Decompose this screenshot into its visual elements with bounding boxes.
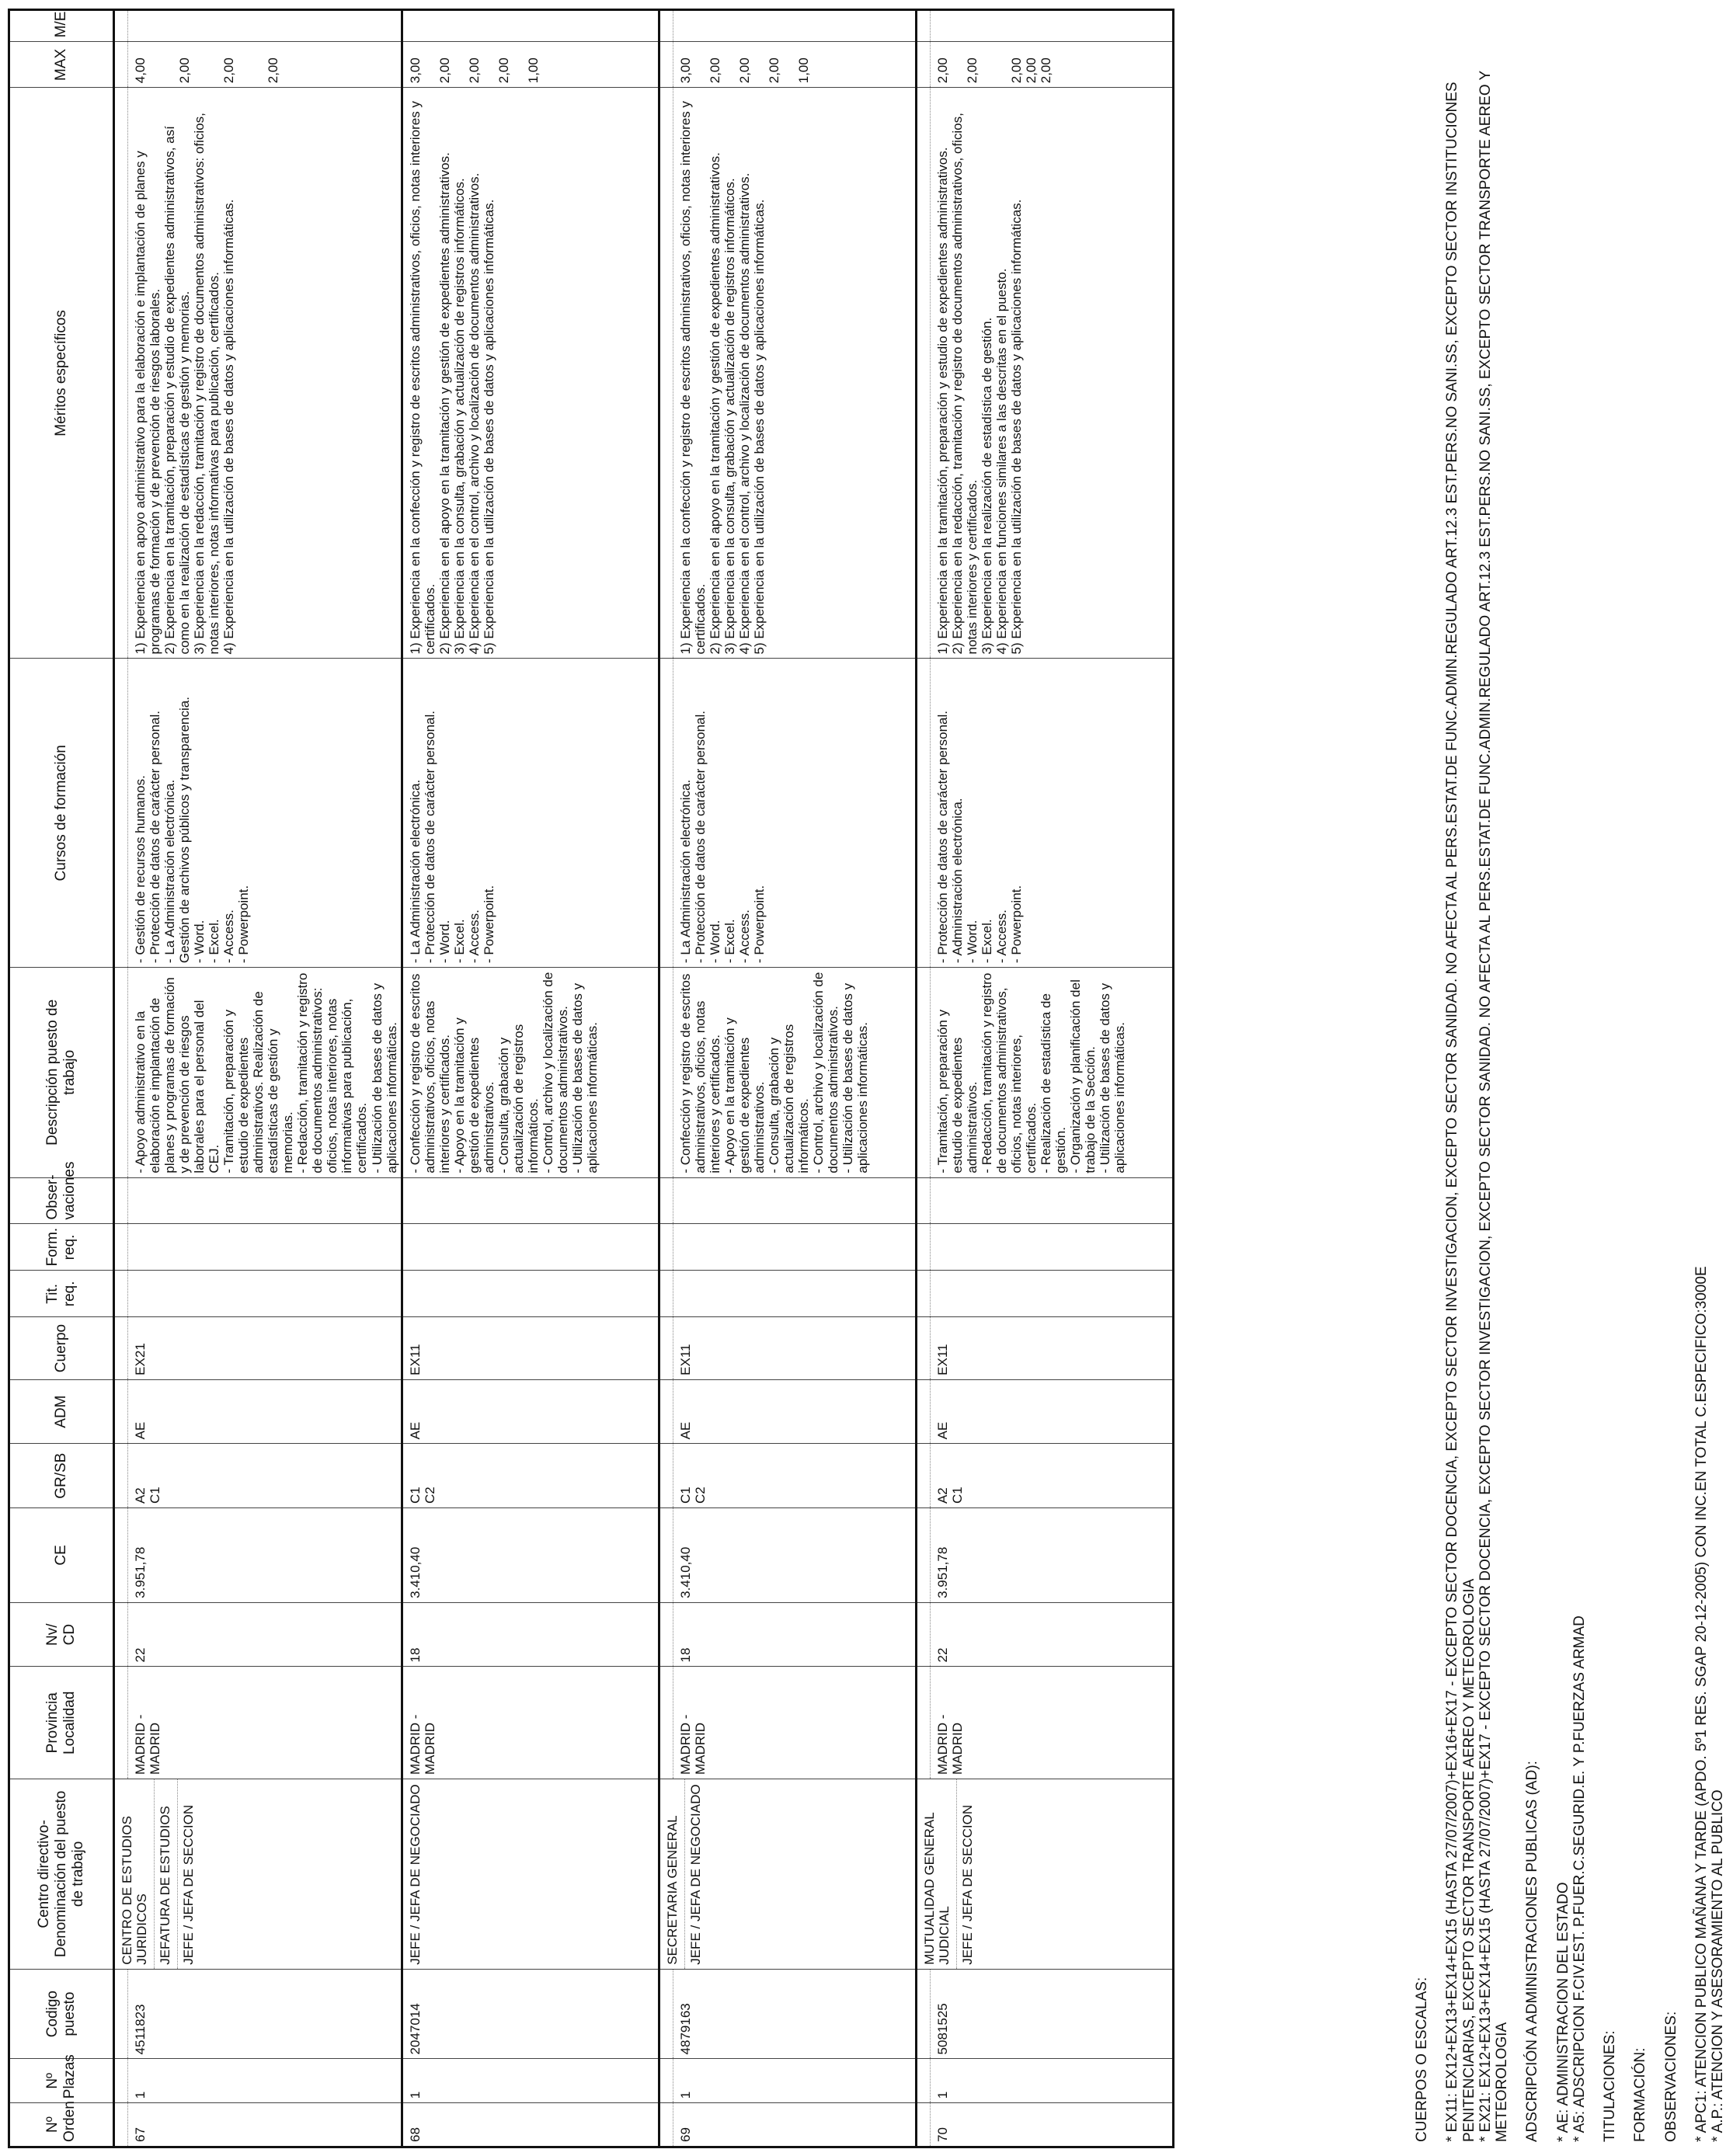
header-provincia: Provincia Localidad [9, 1667, 114, 1779]
meritos-cell: 1) Experiencia en la tramitación, preparación y estudio de expedientes administrativos. 2) Experiencia en la redacción, tramitación y registro de documentos administrativos, oficios, notas interiores y certificados. 3) Experiencia en la realización de estadística de gestión. 4) Experiencia en funciones similares a las descritas en el puesto. 5) Experiencia en la utilización de bases de datos y aplicaciones informáticas. [934, 113, 1024, 655]
footer-notes [1414, 14, 1726, 2142]
observaciones-lines: * APC1: ATENCION PUBLICO MAÑANA Y TARDE (APDO. 5º1 RES. SGAP 20-12-2005) CON INC.EN TOTAL C.ESPECIFICO:3000E * A.P.: ATENCION Y ASESORAMIENTO AL PUBLICO [1693, 1266, 1726, 2142]
ce-cell: 3.410,40 [677, 1546, 693, 1598]
adm-cell: AE [133, 1421, 148, 1440]
orden-cell: 68 [407, 2127, 423, 2142]
cuerpo-cell: EX11 [407, 1344, 423, 1375]
puesto-denominacion: JEFE / JEFA DE NEGOCIADO [687, 1784, 703, 1965]
header-observaciones: Obser- vaciones [9, 1177, 114, 1224]
cursos-cell: - Protección de datos de carácter personal. - Administración electrónica. - Word. - Excel. - Access. - Powerpoint. [934, 710, 1024, 964]
header-descripcion: Descripción puesto de trabajo [9, 968, 114, 1178]
cursos-cell: - La Administración electrónica. - Protección de datos de carácter personal. - Word. - Excel. - Access. - Powerpoint. [407, 710, 496, 964]
puesto-denominacion: JEFE / JEFA DE SECCION [959, 1804, 975, 1965]
nivel-cell: 22 [133, 1647, 148, 1663]
descripcion-cell: - Apoyo administrativo en la elaboración e implantación de planes y programas de formación y de prevención de riesgos laborales para el personal del CEJ. - Tramitación, preparación y estudio de expedientes administrativos. Realización de estadísticas de gestión y memorias. - Redacción, tramitación y registro de documentos administrativos: oficios, notas interiores, notas informativas para publicación, certificados. - Utilización de bases de datos y aplicaciones informáticas. [133, 972, 399, 1174]
adscripcion-lines: * AE: ADMINISTRACION DEL ESTADO * A5: ADSCRIPCION F.CIV.EST. P.FUER.C.SEGURID.E. Y P.FUERZAS ARMAD [1554, 1615, 1588, 2142]
observaciones-title: OBSERVACIONES: [1662, 2011, 1679, 2142]
centro-directivo: MUTUALIDAD GENERAL JUDICIAL [922, 1779, 957, 1969]
provincia-cell: MADRID - MADRID [407, 1714, 437, 1775]
header-max: MAX [9, 42, 114, 88]
header-plazas: Nº Plazas [9, 2059, 114, 2103]
codigo-cell: 2047014 [407, 2003, 423, 2055]
codigo-cell: 4511823 [133, 2004, 148, 2055]
table-row [402, 10, 659, 2147]
provincia-cell: MADRID - MADRID [133, 1714, 163, 1775]
adscripcion-title: ADSCRIPCIÓN A ADMINISTRACIONES PUBLICAS (AD): [1524, 1761, 1541, 2142]
adm-cell: AE [407, 1421, 423, 1440]
table-row [916, 10, 1173, 2147]
ce-cell: 3.951,78 [133, 1546, 148, 1598]
nivel-cell: 22 [934, 1647, 950, 1663]
cuerpo-cell: EX11 [934, 1344, 950, 1375]
header-codigo: Codigo puesto [9, 1969, 114, 2059]
provincia-cell: MADRID - MADRID [677, 1714, 708, 1775]
codigo-cell: 5081525 [934, 2003, 950, 2055]
plazas-cell: 1 [407, 2091, 423, 2099]
table-row [114, 10, 402, 2147]
descripcion-cell: - Tramitación, preparación y estudio de expedientes administrativos. - Redacción, tramitación y registro de documentos administrativos, oficios, notas interiores, certificados. - Realización de estadística de gestión. - Organización y planificación del trabajo de la Sección. - Utilización de bases de datos y aplicaciones informáticas. [934, 972, 1127, 1174]
header-form: Form. req. [9, 1224, 114, 1271]
unidad: JEFATURA DE ESTUDIOS [158, 1779, 178, 1969]
plazas-cell: 1 [133, 2091, 148, 2099]
titulaciones-title: TITULACIONES: [1602, 2030, 1619, 2142]
header-cursos: Cursos de formación [9, 659, 114, 968]
orden-cell: 70 [934, 2127, 950, 2142]
orden-cell: 67 [133, 2127, 148, 2142]
descripcion-cell: - Confección y registro de escritos administrativos, oficios, notas interiores y certificados. - Apoyo en la tramitación y gestión de expedientes administrativos. - Consulta, grabación y actualización de registros informáticos. - Control, archivo y localización de documentos administrativos. - Utilización de bases de datos y aplicaciones informáticas. [407, 972, 600, 1174]
centro-directivo: CENTRO DE ESTUDIOS JURIDICOS [120, 1779, 155, 1969]
cuerpos-title: CUERPOS O ESCALAS: [1414, 1977, 1430, 2142]
ce-cell: 3.951,78 [934, 1546, 950, 1598]
nivel-cell: 18 [677, 1647, 693, 1663]
meritos-cell: 1) Experiencia en la confección y registro de escritos administrativos, oficios, notas interiores y certificados. 2) Experiencia en el apoyo en la tramitación y gestión de expedientes administrativos. 3) Experiencia en la consulta, grabación y actualización de registros informáticos. 4) Experiencia en el control, archivo y localización de documentos administrativos. 5) Experiencia en la utilización de bases de datos y aplicaciones informáticas. [677, 101, 767, 655]
grupo-cell: A2 C1 [133, 1487, 163, 1504]
cuerpo-cell: EX11 [677, 1344, 693, 1375]
descripcion-cell: - Confección y registro de escritos administrativos, oficios, notas interiores y certificados. - Apoyo en la tramitación y gestión de expedientes administrativos. - Consulta, grabación y actualización de registros informáticos. - Control, archivo y localización de documentos administrativos. - Utilización de bases de datos y aplicaciones informáticas. [677, 972, 870, 1174]
positions-table [8, 9, 1174, 2148]
header-adm: ADM [9, 1379, 114, 1444]
meritos-cell: 1) Experiencia en la confección y registro de escritos administrativos, oficios, notas interiores y certificados. 2) Experiencia en el apoyo en la tramitación y gestión de expedientes administrativos. 3) Experiencia en la consulta, grabación y actualización de registros informáticos. 4) Experiencia en el control, archivo y localización de documentos administrativos. 5) Experiencia en la utilización de bases de datos y aplicaciones informáticas. [407, 101, 496, 655]
header-orden: Nº Orden [9, 2103, 114, 2147]
max-cell: 3,00 2,00 2,00 2,00 1,00 [407, 57, 541, 84]
adm-cell: AE [934, 1421, 950, 1440]
header-meritos: Méritos específicos [9, 88, 114, 659]
puesto-denominacion: JEFE / JEFA DE SECCION [181, 1804, 197, 1965]
puesto-denominacion: JEFE / JEFA DE NEGOCIADO [407, 1784, 423, 1965]
header-centro: Centro directivo- Denominación del puesto de trabajo [9, 1779, 114, 1970]
meritos-cell: 1) Experiencia en apoyo administrativo para la elaboración e implantación de planes y programas de formación y de prevención de riesgos laborales. 2) Experiencia en la tramitación, preparación y estudio de expedientes administrativos, así como en la realización de estadísticas de gestión y memorias. 3) Experiencia en la redacción, tramitación y registro de documentos administrativos: oficios, notas interiores, notas informativas para publicación, certificados. 4) Experiencia en la utilización de bases de datos y aplicaciones informáticas. [133, 113, 237, 655]
header-cuerpo: Cuerpo [9, 1317, 114, 1380]
header-nivel: Nv/ CD [9, 1602, 114, 1667]
header-me: M/E [9, 10, 114, 42]
grupo-cell: A2 C1 [934, 1487, 965, 1504]
codigo-cell: 4879163 [677, 2003, 693, 2055]
table-row [659, 10, 916, 2147]
grupo-cell: C1 C2 [407, 1487, 437, 1504]
header-tit: Tit. req. [9, 1271, 114, 1317]
header-ce: CE [9, 1508, 114, 1603]
orden-cell: 69 [677, 2127, 693, 2142]
max-cell: 4,00 2,00 2,00 2,00 [133, 57, 281, 84]
adm-cell: AE [677, 1421, 693, 1440]
max-cell: 2,00 2,00 2,00 2,00 2,00 [934, 57, 1053, 84]
cursos-cell: - Gestión de recursos humanos. - Protección de datos de carácter personal. - La Administración electrónica. Gestión de archivos públicos y transparencia. - Word. - Excel. - Access. - Powerpoint. [133, 697, 252, 964]
ce-cell: 3.410,40 [407, 1546, 423, 1598]
nivel-cell: 18 [407, 1647, 423, 1663]
max-cell: 3,00 2,00 2,00 2,00 1,00 [677, 57, 811, 84]
plazas-cell: 1 [677, 2091, 693, 2099]
header-grupo: GR/SB [9, 1444, 114, 1508]
cuerpo-cell: EX21 [133, 1343, 148, 1375]
plazas-cell: 1 [934, 2091, 950, 2099]
grupo-cell: C1 C2 [677, 1487, 708, 1504]
formacion-title: FORMACIÓN: [1632, 2047, 1649, 2142]
unidad: SECRETARIA GENERAL [665, 1779, 685, 1969]
cuerpos-lines: * EX11: EX12+EX13+EX14+EX15 (HASTA 27/07/2007)+EX16+EX17 - EXCEPTO SECTOR DOCENCIA, EXCEPTO SECTOR INVESTIGACION, EXCEPTO SECTOR SANIDAD. NO AFECTA AL PERS.ESTAT.DE FUNC.ADMIN.REGULADO ART.12.3 EST.PERS.NO SANI.SS, EXCEPTO SECTOR INSTITUCIONES PENITENCIARIAS, EXCEPTO SECTOR TRANSPORTE AEREO Y METEOROLOGIA * EX21: EX12+EX13+EX14+EX15 (HASTA 27/07/2007)+EX17 - EXCEPTO SECTOR DOCENCIA, EXCEPTO SECTOR INVESTIGACION, EXCEPTO SECTOR SANIDAD. NO AFECTA AL PERS.ESTAT.DE FUNC.ADMIN.REGULADO ART.12.3 EST.PERS.NO SANI.SS, EXCEPTO SECTOR TRANSPORTE AEREO Y METEOROLOGIA [1444, 71, 1511, 2142]
cursos-cell: - La Administración electrónica. - Protección de datos de carácter personal. - Word. - Excel. - Access. - Powerpoint. [677, 710, 767, 964]
table-header-row [9, 10, 114, 2147]
provincia-cell: MADRID - MADRID [934, 1714, 965, 1775]
